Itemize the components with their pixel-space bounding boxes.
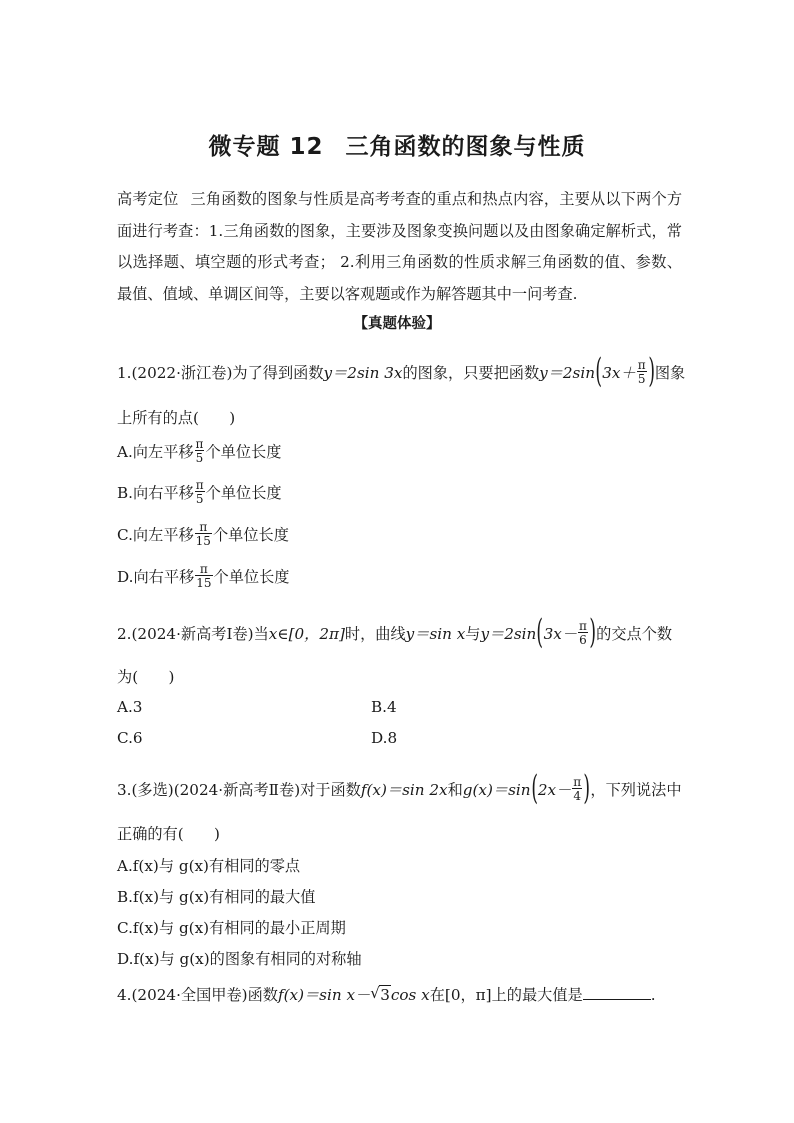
q3-suffix: ，下列说法中: [590, 781, 682, 799]
q2-option-c[interactable]: C.6: [117, 729, 143, 747]
intro-text: 三角函数的图象与性质是高考考查的重点和热点内容，主要从以下两个方面进行考查：1.三角函数的图象，主要涉及图象变换问题以及由图象确定解析式，常以选择题、填空题的形式考查； 2.利用三角函数的性质求解三角函数的值、参数、最值、值域、单调区间等，主要以客观题或作为解答题其中一问考查.: [117, 190, 683, 303]
q3-prefix: 3.(多选)(2024·新高考Ⅱ卷)对于函数: [117, 781, 361, 799]
intro-paragraph: [117, 184, 682, 310]
q1-formula-2-arg: 3x＋: [602, 364, 636, 382]
fraction: [195, 438, 205, 464]
q2-option-a[interactable]: A.3: [117, 698, 143, 716]
q2-curve-2-arg: 3x－: [543, 625, 578, 643]
fraction: [637, 359, 647, 385]
q2-mid-1: 时，曲线: [344, 625, 406, 643]
q1-formula-2: y＝2sin: [539, 364, 595, 382]
q3-option-c[interactable]: C.f(x)与 g(x)有相同的最小正周期: [117, 919, 346, 937]
question-3-line2: 正确的有( ): [117, 825, 220, 843]
fraction: [195, 521, 212, 547]
q3-option-b[interactable]: B.f(x)与 g(x)有相同的最大值: [117, 888, 316, 906]
q4-end: .: [650, 986, 656, 1004]
option-letter: B.: [117, 484, 133, 502]
q2-suffix: 的交点个数: [596, 625, 673, 643]
answer-blank[interactable]: [583, 985, 651, 1000]
option-letter: D.: [117, 568, 134, 586]
intro-label: 高考定位: [117, 190, 179, 208]
q1-mid: 的图象，只要把函数: [402, 364, 540, 382]
q3-function-g: g(x)＝sin: [462, 781, 531, 799]
q2-curve-1: y＝sin x: [405, 625, 466, 643]
q4-function-tail: cos x: [390, 986, 430, 1004]
fraction-numerator: π: [637, 358, 646, 372]
q3-option-a[interactable]: A.f(x)与 g(x)有相同的零点: [117, 857, 301, 875]
fraction-numerator: π: [195, 437, 204, 451]
fraction-numerator: π: [579, 619, 587, 633]
question-1-line2: 上所有的点( ): [117, 409, 236, 427]
right-paren: ): [589, 612, 596, 652]
fraction-denominator: 5: [195, 451, 204, 465]
option-text: 向左平移: [132, 526, 194, 544]
fraction-denominator: 6: [579, 633, 587, 647]
question-2-line2: 为( ): [117, 668, 175, 686]
q2-option-d[interactable]: D.8: [371, 729, 398, 747]
fraction-numerator: π: [199, 520, 208, 534]
fraction: [578, 620, 588, 646]
fraction-denominator: 15: [196, 576, 212, 590]
q1-option-b[interactable]: [117, 478, 282, 507]
option-text: 向左平移: [132, 443, 194, 461]
left-paren: (: [530, 768, 538, 808]
fraction-denominator: 15: [195, 534, 211, 548]
option-text-after: 个单位长度: [213, 568, 290, 586]
option-text-after: 个单位长度: [205, 484, 282, 502]
q4-function: f(x)＝sin x－: [277, 986, 371, 1004]
left-paren: (: [536, 612, 544, 652]
fraction-denominator: 5: [637, 372, 646, 386]
fraction: [195, 563, 212, 589]
q1-suffix: 图象: [654, 364, 686, 382]
q3-option-d[interactable]: D.f(x)与 g(x)的图象有相同的对称轴: [117, 950, 362, 968]
q4-mid: 在[0，π]上的最大值是: [429, 986, 583, 1004]
q2-option-b[interactable]: B.4: [371, 698, 397, 716]
title-number: 微专题 12: [208, 134, 324, 160]
q1-formula-1: y＝2sin 3x: [323, 364, 403, 382]
left-paren: (: [595, 351, 602, 391]
q3-mid: 和: [447, 781, 463, 799]
q3-function-f: f(x)＝sin 2x: [360, 781, 448, 799]
question-4-stem: [117, 985, 692, 1005]
fraction: [195, 479, 205, 505]
fraction-numerator: π: [195, 478, 204, 492]
q1-prefix: 1.(2022·浙江卷)为了得到函数: [117, 364, 324, 382]
fraction: [572, 776, 582, 802]
q4-prefix: 4.(2024·全国甲卷)函数: [117, 986, 278, 1004]
q1-option-a[interactable]: [117, 437, 282, 466]
sqrt-value: 3: [380, 986, 390, 1004]
question-2-stem: [117, 612, 692, 652]
title-topic: 三角函数的图象与性质: [345, 134, 586, 160]
fraction-numerator: π: [199, 562, 208, 576]
right-paren: ): [583, 768, 591, 808]
q2-mid-2: 与: [465, 625, 481, 643]
q2-prefix: 2.(2024·新高考Ⅰ卷)当: [117, 625, 269, 643]
q1-option-d[interactable]: [117, 562, 290, 591]
question-3-stem: [117, 768, 692, 808]
option-letter: A.: [117, 443, 133, 461]
section-title: 【真题体验】: [353, 316, 441, 332]
fraction-numerator: π: [573, 775, 582, 789]
radical-sign: √: [370, 984, 380, 1002]
option-text: 向右平移: [133, 568, 195, 586]
q1-option-c[interactable]: [117, 520, 289, 549]
q2-curve-2: y＝2sin: [480, 625, 537, 643]
q2-condition: x∈[0，2π]: [268, 625, 345, 643]
option-text-after: 个单位长度: [212, 526, 289, 544]
page-title: [0, 128, 794, 161]
option-text-after: 个单位长度: [205, 443, 282, 461]
sqrt-symbol: [370, 985, 391, 1005]
option-letter: C.: [117, 526, 133, 544]
fraction-denominator: 5: [195, 492, 204, 506]
option-text: 向右平移: [133, 484, 194, 502]
q3-function-g-arg: 2x－: [537, 781, 572, 799]
fraction-denominator: 4: [573, 789, 581, 803]
right-paren: ): [647, 351, 655, 391]
question-1-stem: [117, 351, 692, 391]
